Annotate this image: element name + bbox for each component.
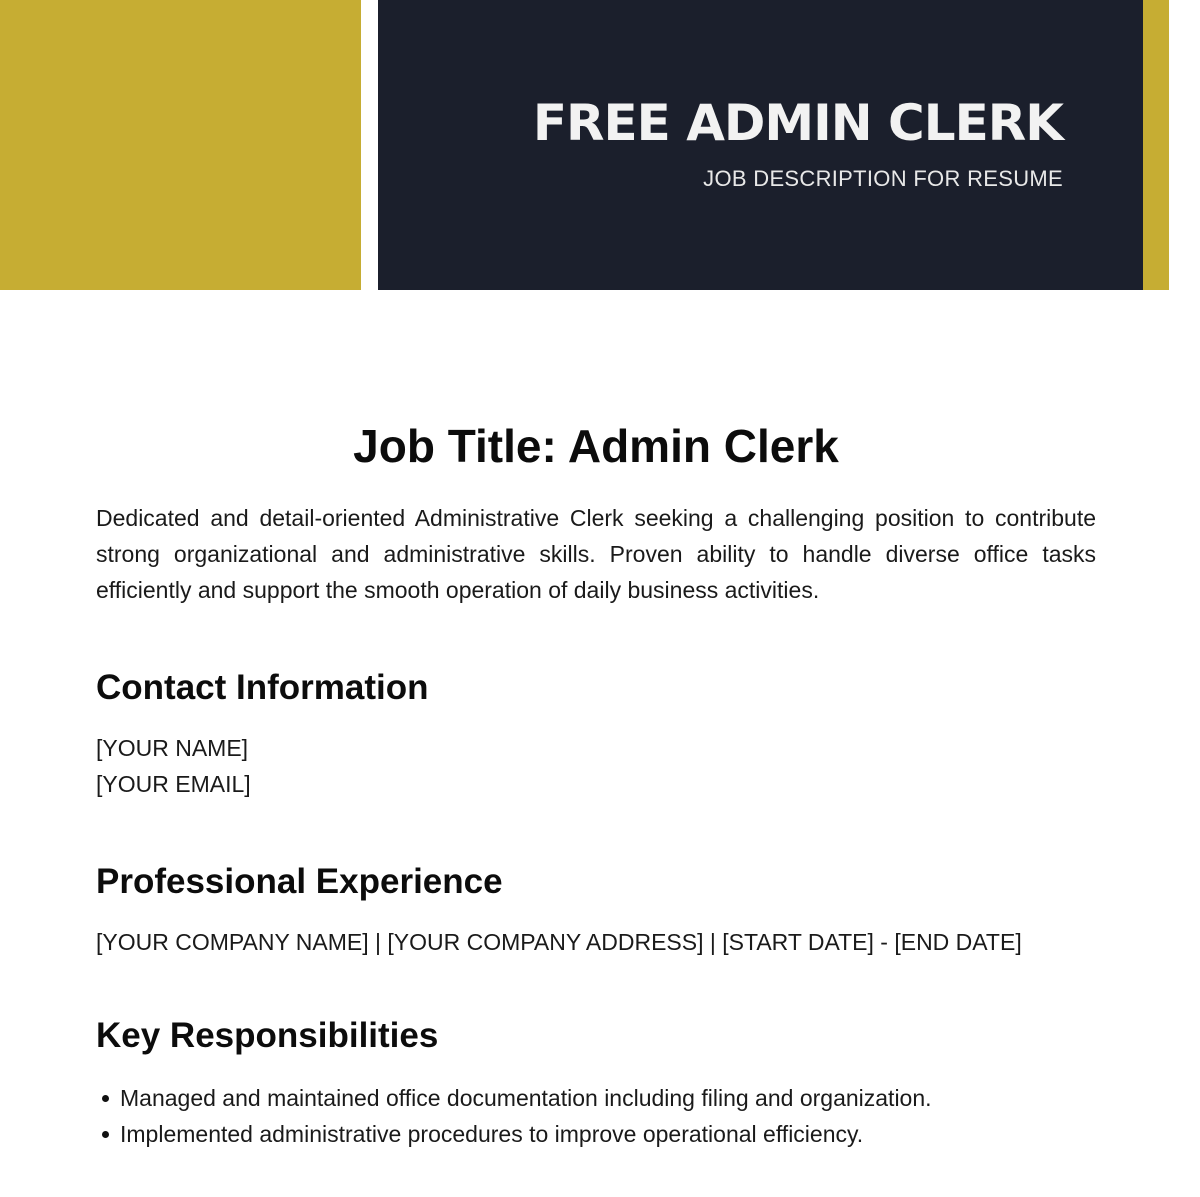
banner-gap	[361, 0, 378, 290]
job-title: Job Title: Admin Clerk	[353, 420, 839, 472]
experience-heading: Professional Experience	[96, 862, 503, 901]
responsibility-text: Implemented administrative procedures to improve operational efficiency.	[120, 1121, 864, 1147]
list-item	[96, 1080, 1096, 1116]
banner-subtitle: JOB DESCRIPTION FOR RESUME	[703, 166, 1063, 191]
bullet-icon	[102, 1131, 109, 1138]
header-banner	[0, 0, 1200, 290]
responsibilities-list	[96, 1080, 1096, 1152]
responsibilities-heading: Key Responsibilities	[96, 1016, 439, 1055]
contact-heading: Contact Information	[96, 668, 429, 707]
bullet-icon	[102, 1095, 109, 1102]
experience-line: [YOUR COMPANY NAME] | [YOUR COMPANY ADDRESS] | [START DATE] - [END DATE]	[96, 929, 1022, 955]
contact-email: [YOUR EMAIL]	[96, 771, 251, 797]
summary-paragraph: Dedicated and detail-oriented Administrative Clerk seeking a challenging position to contribute strong organizational and administrative skills. Proven ability to handle diverse office tasks efficiently and support the smooth operation of daily business activities.	[96, 505, 1096, 603]
document-body	[96, 420, 1096, 1152]
responsibility-text: Managed and maintained office documentation including filing and organization.	[120, 1085, 932, 1111]
banner-title: FREE ADMIN CLERK	[532, 94, 1063, 152]
banner-gold-stripe	[1143, 0, 1169, 290]
list-item	[96, 1116, 1096, 1152]
contact-name: [YOUR NAME]	[96, 735, 249, 761]
banner-gold-block	[0, 0, 361, 290]
contact-lines	[96, 730, 1096, 802]
